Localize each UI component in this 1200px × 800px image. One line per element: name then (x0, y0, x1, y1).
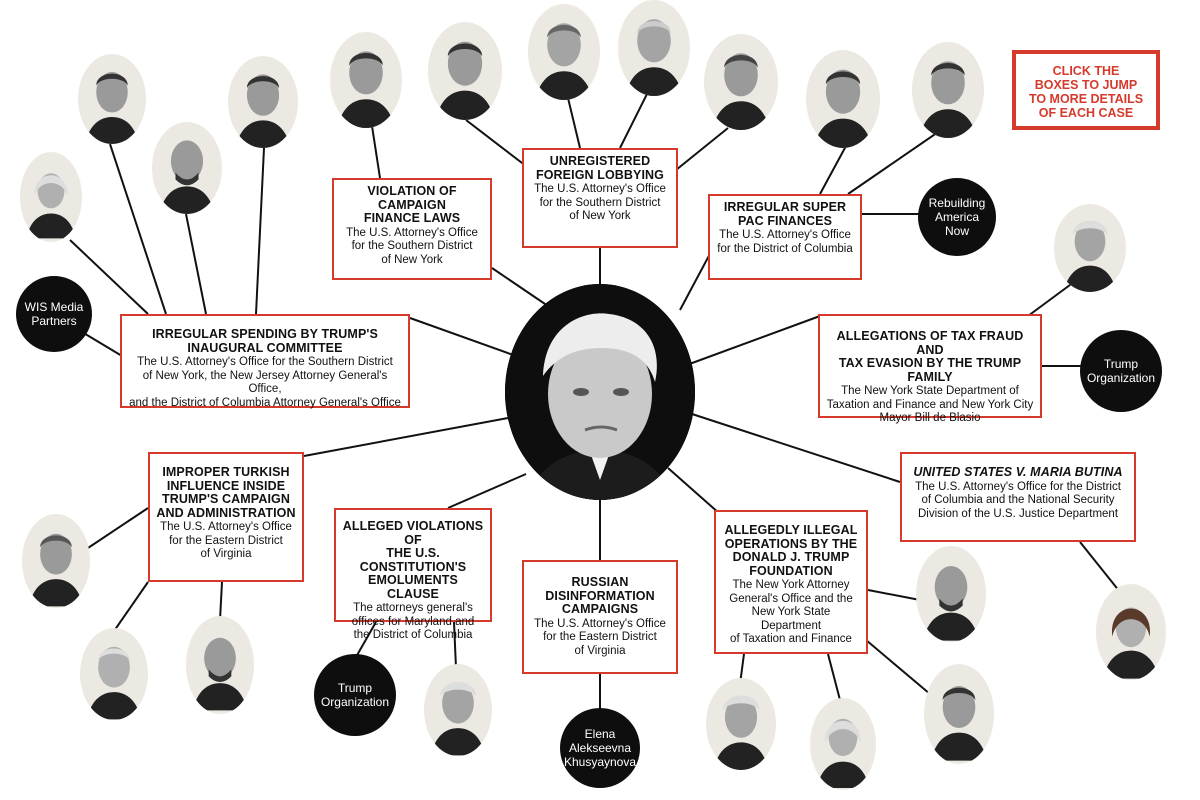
org-label: Partners (31, 314, 77, 328)
case-super-pac-box[interactable] (708, 194, 862, 280)
person-portrait (424, 664, 492, 756)
person-portrait (706, 678, 776, 770)
case-title: FOREIGN LOBBYING (536, 167, 664, 182)
case-office: of New York (569, 210, 631, 222)
case-title: ALLEGATIONS OF TAX FRAUD AND (836, 329, 1024, 357)
case-inaugural-committee-box[interactable] (120, 314, 410, 408)
org-label: Trump (337, 681, 373, 695)
case-office: The U.S. Attorney's Office for the Southern District (137, 356, 393, 368)
rebuilding-america-now-node (918, 178, 996, 256)
case-office: The U.S. Attorney's Office (160, 521, 292, 533)
case-title: INAUGURAL COMMITTEE (187, 340, 343, 355)
case-title: INFLUENCE INSIDE (166, 478, 286, 493)
case-office: New York State Department (751, 606, 831, 632)
click-boxes-instruction (1012, 50, 1160, 130)
case-office: The U.S. Attorney's Office (719, 229, 851, 241)
case-office: The New York State Department of (841, 385, 1019, 397)
person-portrait (618, 0, 690, 96)
person-portrait (916, 546, 986, 642)
case-office: for the Eastern District (169, 534, 283, 547)
org-label: Now (944, 224, 969, 238)
person-portrait (810, 698, 876, 790)
case-title: TRUMP'S CAMPAIGN (162, 492, 290, 506)
case-office: The U.S. Attorney's Office (346, 226, 478, 239)
case-title: THE U.S. CONSTITUTION'S (359, 546, 467, 574)
person-portrait (22, 514, 90, 608)
case-foreign-lobbying-box[interactable] (522, 148, 678, 248)
case-office: of Columbia and the National Security (921, 494, 1115, 506)
case-title: IRREGULAR SUPER (723, 200, 847, 214)
person-portrait (80, 628, 148, 720)
person-portrait (228, 56, 298, 148)
org-label: Rebuilding (928, 196, 986, 210)
case-office: of Virginia (200, 548, 252, 560)
cta-line: CLICK THE (1052, 64, 1120, 78)
case-title: AND ADMINISTRATION (156, 505, 296, 520)
case-title: RUSSIAN (571, 575, 629, 589)
case-title: IRREGULAR SPENDING BY TRUMP'S (152, 327, 378, 341)
case-title: FINANCE LAWS (363, 211, 461, 225)
org-label: Organization (320, 695, 390, 709)
case-office: and the District of Columbia Attorney General's Office (129, 396, 401, 409)
person-portrait (78, 54, 146, 144)
case-office: The U.S. Attorney's Office (534, 183, 666, 195)
person-portrait (704, 34, 778, 130)
case-maria-butina-box[interactable] (900, 452, 1136, 542)
case-title: OPERATIONS BY THE (724, 536, 858, 551)
person-portrait (528, 4, 600, 100)
case-title: VIOLATION OF CAMPAIGN (367, 184, 457, 212)
person-portrait (1054, 204, 1126, 292)
person-portrait (1096, 584, 1166, 680)
elena-khusyaynova-node (560, 708, 640, 788)
person-portrait (330, 32, 402, 128)
case-office: The U.S. Attorney's Office (534, 617, 666, 630)
cta-line: TO MORE DETAILS (1028, 92, 1144, 106)
case-office: for the Eastern District (543, 631, 657, 643)
person-portrait (20, 152, 82, 242)
org-label: Khusyaynova (563, 755, 637, 769)
case-title: CAMPAIGNS (561, 602, 639, 616)
org-label: WIS Media (24, 300, 84, 314)
case-campaign-finance-box[interactable] (332, 178, 492, 280)
case-title: FOUNDATION (749, 563, 833, 578)
case-trump-foundation-box[interactable] (714, 510, 868, 654)
person-portrait (428, 22, 502, 120)
case-title: TAX EVASION BY THE TRUMP FAMILY (838, 356, 1022, 384)
case-title: EMOLUMENTS CLAUSE (368, 573, 458, 601)
case-office: for the District of Columbia (717, 242, 853, 255)
trump-organization-node-right (1080, 330, 1162, 412)
org-label: Elena (584, 727, 616, 741)
case-office: Mayor Bill de Blasio (879, 412, 981, 424)
case-tax-fraud-box[interactable] (818, 314, 1042, 424)
case-office: offices for Maryland and (351, 615, 475, 628)
person-portrait (152, 122, 222, 214)
case-office: Taxation and Finance and New York City (826, 398, 1034, 411)
case-title: UNITED STATES V. MARIA BUTINA (913, 465, 1123, 479)
case-office: the District of Columbia (353, 629, 473, 641)
person-portrait (806, 50, 880, 148)
case-office: of Taxation and Finance (730, 633, 852, 645)
case-office: for the Southern District (351, 240, 473, 252)
case-office: of Virginia (574, 644, 626, 657)
case-office: The attorneys general's (353, 602, 473, 614)
case-office: General's Office and the (729, 592, 853, 605)
case-title: PAC FINANCES (737, 213, 833, 228)
org-label: Trump (1103, 357, 1139, 371)
wis-media-partners-node (16, 276, 92, 352)
case-turkish-influence-box[interactable] (148, 452, 304, 582)
cta-line: OF EACH CASE (1038, 106, 1134, 120)
person-portrait (912, 42, 984, 138)
case-title: IMPROPER TURKISH (162, 465, 290, 479)
case-office: Division of the U.S. Justice Department (917, 507, 1119, 520)
case-title: DISINFORMATION (545, 588, 655, 603)
case-russian-disinformation-box[interactable] (522, 560, 678, 674)
case-title: ALLEGED VIOLATIONS OF (342, 519, 484, 547)
org-label: America (934, 210, 979, 224)
case-emoluments-box[interactable] (334, 508, 492, 641)
org-label: Organization (1086, 371, 1156, 385)
case-office: The New York Attorney (732, 579, 850, 591)
person-portrait (924, 664, 994, 764)
case-office: for the Southern District (539, 196, 661, 209)
case-office: of New York, the New Jersey Attorney General's Office, (142, 369, 388, 395)
org-label: Alekseevna (568, 741, 632, 755)
trump-organization-node-bottom (314, 654, 396, 736)
donald-trump-center-portrait (505, 284, 695, 500)
case-office: of New York (381, 253, 443, 266)
case-title: DONALD J. TRUMP (732, 550, 850, 564)
person-portrait (186, 616, 254, 714)
cta-line: BOXES TO JUMP (1034, 78, 1138, 92)
case-title: UNREGISTERED (549, 154, 651, 168)
case-title: ALLEGEDLY ILLEGAL (724, 523, 858, 537)
case-office: The U.S. Attorney's Office for the District (915, 480, 1121, 493)
